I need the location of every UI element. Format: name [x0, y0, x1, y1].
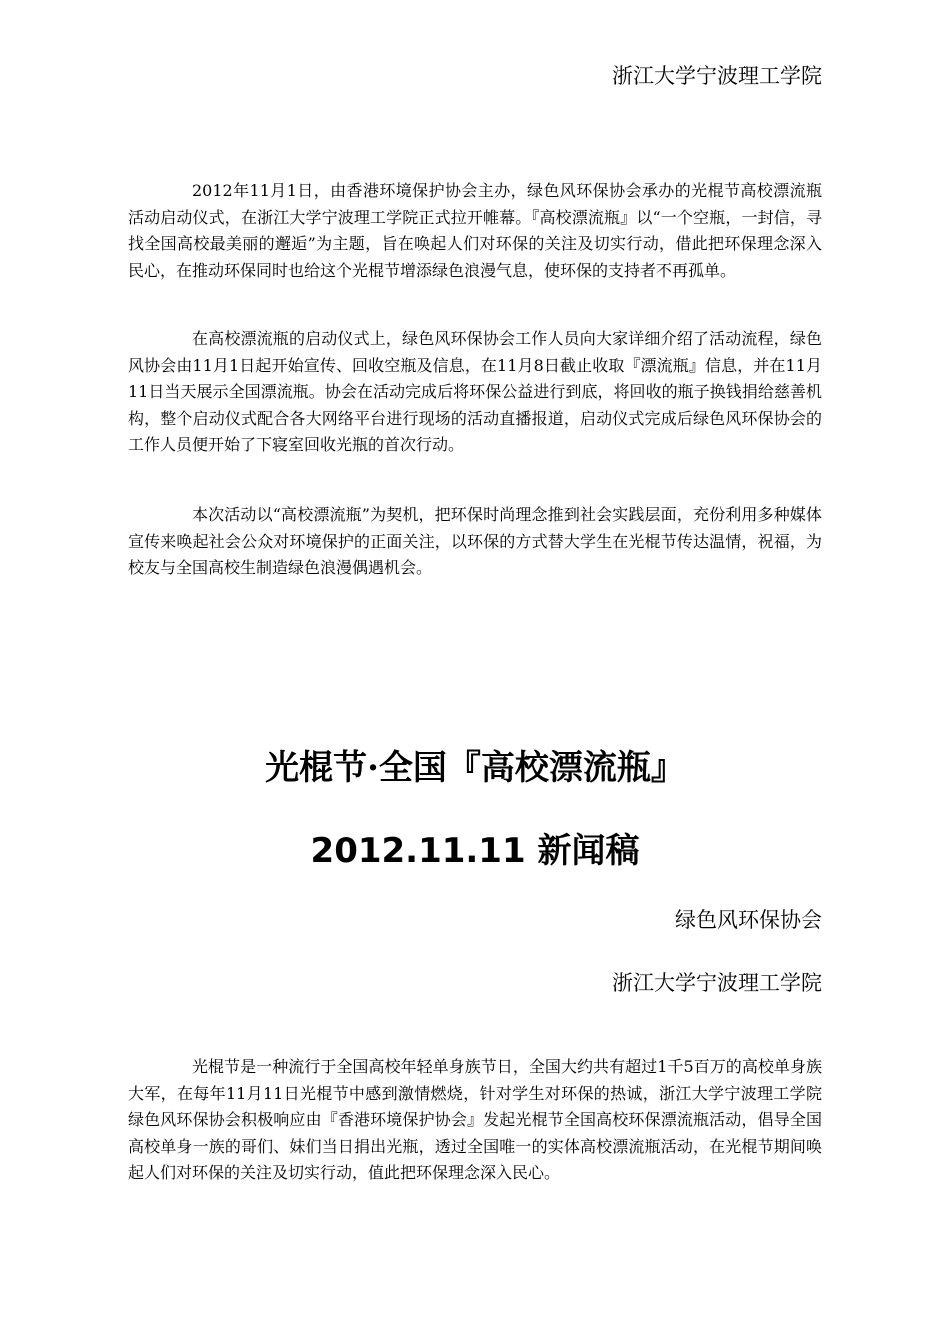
press-org-name-2: 浙江大学宁波理工学院 [612, 971, 822, 995]
press-paragraph: 光棍节是一种流行于全国高校年轻单身族节日，全国大约共有超过1千5百万的高校单身族大军，在每年11月11日光棍节中感到激情燃烧，针对学生对环保的热诚，浙江大学宁波理工学院绿色风环保协会积极响应由『香港环境保护协会』发起光棍节全国高校环保漂流瓶活动，倡导全国高校单身一族的哥们、妹们当日捐出光瓶，透过全国唯一的实体高校漂流瓶活动，在光棍节期间唤起人们对环保的关注及切实行动，值此把环保理念深入民心。 [128, 1057, 822, 1182]
header-org-name: 浙江大学宁波理工学院 [612, 64, 822, 88]
intro-paragraph-1: 2012年11月1日，由香港环境保护协会主办，绿色风环保协会承办的光棍节高校漂流瓶活动启动仪式，在浙江大学宁波理工学院正式拉开帷幕。『高校漂流瓶』以“一个空瓶，一封信，寻找全国高校最美丽的邂逅”为主题，旨在唤起人们对环保的关注及切实行动，借此把环保理念深入民心，在推动环保同时也给这个光棍节增添绿色浪漫气息，使环保的支持者不再孤单。 [128, 181, 822, 280]
press-release-title: 光棍节·全国『高校漂流瓶』 [265, 748, 685, 788]
press-release-date: 2012.11.11 [310, 831, 526, 871]
press-org-name-1: 绿色风环保协会 [675, 908, 822, 932]
intro-paragraph-2: 在高校漂流瓶的启动仪式上，绿色风环保协会工作人员向大家详细介绍了活动流程，绿色风协会由11月1日起开始宣传、回收空瓶及信息，在11月8日截止收取『漂流瓶』信息，并在11月11日当天展示全国漂流瓶。协会在活动完成后将环保公益进行到底，将回收的瓶子换钱捐给慈善机构，整个启动仪式配合各大网络平台进行现场的活动直播报道，启动仪式完成后绿色风环保协会的工作人员便开始了下寝室回收光瓶的首次行动。 [128, 329, 822, 454]
press-release-subtitle [0, 829, 950, 873]
press-release-label: 新闻稿 [525, 831, 640, 871]
intro-paragraph-3: 本次活动以“高校漂流瓶”为契机，把环保时尚理念推到社会实践层面，充份利用多种媒体宣传来唤起社会公众对环境保护的正面关注，以环保的方式替大学生在光棍节传达温情，祝福，为校友与全国高校生制造绿色浪漫偶遇机会。 [128, 505, 822, 577]
